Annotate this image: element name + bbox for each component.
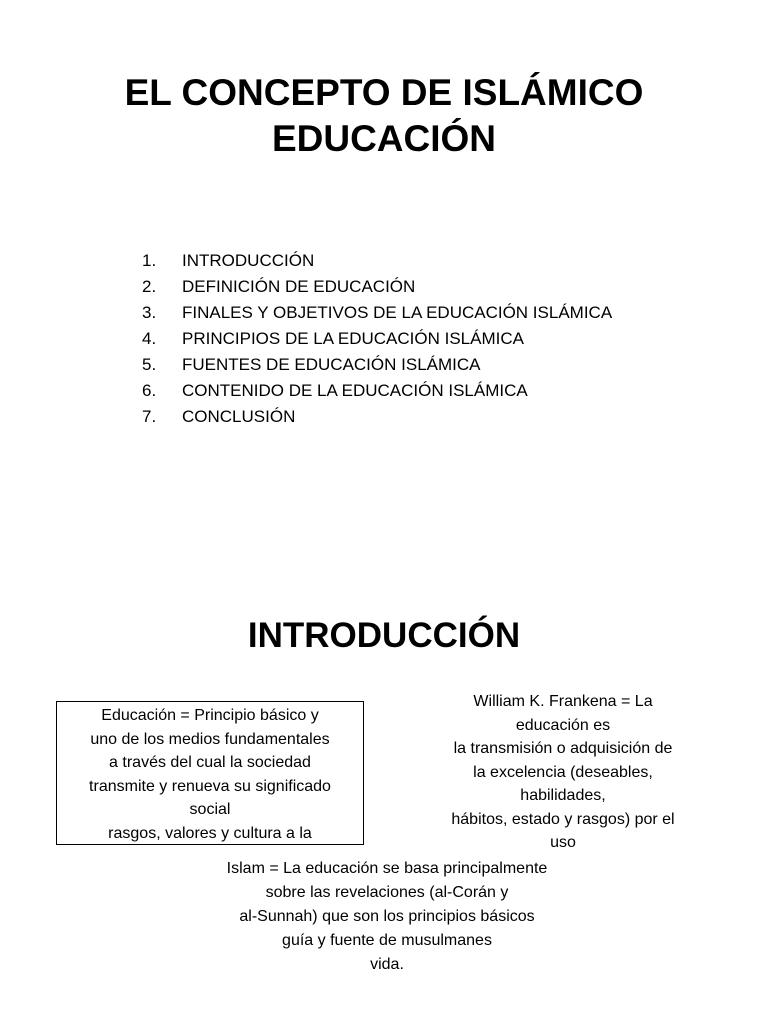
toc-label: CONCLUSIÓN: [182, 407, 296, 426]
islam-line: sobre las revelaciones (al-Corán y: [265, 884, 509, 901]
toc-number: 7.: [142, 407, 157, 426]
frankena-line: hábitos, estado y rasgos) por el: [451, 810, 675, 828]
title-line-2: EDUCACIÓN: [271, 118, 497, 159]
islam-line: al-Sunnah) que son los principios básicos: [239, 908, 535, 925]
toc-item: [142, 326, 612, 352]
frankena-line: la transmisión o adquisición de: [453, 740, 673, 757]
toc-number: 1.: [142, 251, 157, 270]
table-of-contents: [142, 248, 612, 430]
frankena-line: uso: [550, 834, 576, 848]
islam-definition: [180, 857, 594, 977]
frankena-line: la excelencia (deseables,: [473, 763, 653, 781]
title-line-1: EL CONCEPTO DE ISLÁMICO: [124, 72, 644, 113]
frankena-line: William K. Frankena = La: [473, 693, 653, 710]
box-line: social: [189, 801, 231, 818]
toc-item: [142, 274, 612, 300]
frankena-quote: [412, 690, 714, 848]
toc-number: 2.: [142, 277, 157, 296]
toc-label: PRINCIPIOS DE LA EDUCACIÓN ISLÁMICA: [182, 329, 524, 348]
toc-item: [142, 352, 612, 378]
toc-label: CONTENIDO DE LA EDUCACIÓN ISLÁMICA: [182, 381, 528, 400]
box-line: a través del cual la sociedad: [109, 754, 311, 771]
section-heading: INTRODUCCIÓN: [247, 616, 521, 655]
toc-number: 4.: [142, 329, 157, 348]
toc-number: 5.: [142, 355, 157, 374]
islam-line: guía y fuente de musulmanes: [282, 932, 492, 949]
toc-item: [142, 378, 612, 404]
box-line: Educación = Principio básico y: [101, 707, 319, 724]
education-definition-box: [56, 701, 364, 845]
toc-number: 6.: [142, 381, 157, 400]
page-title: [0, 70, 768, 162]
toc-label: FINALES Y OBJETIVOS DE LA EDUCACIÓN ISLÁMICA: [182, 303, 613, 322]
toc-number: 3.: [142, 303, 157, 322]
toc-label: INTRODUCCIÓN: [182, 251, 315, 270]
box-line: transmite y renueva su significado: [89, 777, 331, 795]
frankena-line: educación es: [515, 716, 611, 734]
islam-line: vida.: [370, 956, 404, 973]
box-line: rasgos, valores y cultura a la: [108, 824, 312, 842]
toc-item: [142, 300, 612, 326]
toc-label: FUENTES DE EDUCACIÓN ISLÁMICA: [182, 355, 481, 374]
toc-item: [142, 404, 612, 430]
islam-line: Islam = La educación se basa principalmente: [226, 860, 548, 877]
toc-item: [142, 248, 612, 274]
toc-label: DEFINICIÓN DE EDUCACIÓN: [182, 277, 416, 296]
frankena-line: habilidades,: [520, 787, 606, 804]
box-line: uno de los medios fundamentales: [90, 730, 330, 748]
